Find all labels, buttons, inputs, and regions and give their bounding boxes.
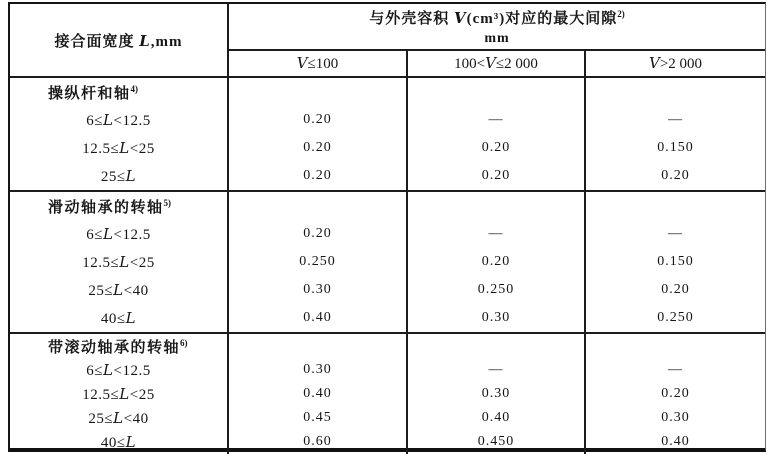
column-header-100-lt-v-le-2000: 100<V≤2 000 — [407, 50, 585, 77]
cell-value: 0.20 — [407, 134, 585, 162]
column-header-v-gt-2000: V>2 000 — [585, 50, 765, 77]
empty-cell — [585, 191, 765, 220]
cell-value: 0.20 — [228, 220, 407, 248]
row-label-range: 6≤L<12.5 — [86, 110, 151, 129]
row-label-range: 40≤L — [100, 308, 137, 327]
cell-value: — — [585, 106, 765, 134]
empty-cell — [407, 191, 585, 220]
row-label-range: 12.5≤L<25 — [82, 138, 155, 157]
cell-value: 0.20 — [228, 134, 407, 162]
cell-value: 0.40 — [407, 406, 585, 430]
empty-cell — [585, 333, 765, 358]
corner-header-unit: ,mm — [150, 33, 183, 50]
cell-value: — — [407, 220, 585, 248]
footnote-marker: 5) — [163, 197, 172, 208]
cell-value: 0.40 — [228, 304, 407, 333]
row-label-range: 6≤L<12.5 — [86, 224, 151, 243]
row-label-range: 12.5≤L<25 — [82, 252, 155, 271]
cell-value: 0.30 — [407, 304, 585, 333]
cell-value: 0.20 — [228, 162, 407, 191]
cell-value: 0.20 — [585, 276, 765, 304]
footnote-marker: 2) — [617, 9, 625, 19]
empty-cell — [228, 191, 407, 220]
row-label-range: 25≤L<40 — [88, 408, 149, 427]
section-title-plain-bearing-shafts: 滑动轴承的转轴$^{5)}$ — [10, 191, 228, 220]
empty-cell — [228, 333, 407, 358]
empty-cell — [228, 77, 407, 106]
cell-value: 0.250 — [407, 276, 585, 304]
row-label-range: 25≤L — [100, 166, 137, 185]
empty-cell — [407, 333, 585, 358]
column-header-v-le-100: V≤100 — [228, 50, 407, 77]
cell-value: 0.20 — [228, 106, 407, 134]
cell-value: 0.250 — [585, 304, 765, 333]
section-title-rolling-bearing-shafts: 带滚动轴承的转轴$^{6)}$ — [10, 333, 228, 358]
header-max-gap-title: 与外壳容积 V(cm³)对应的最大间隙$^{2)}$ — [369, 9, 625, 27]
cell-value: 0.150 — [585, 248, 765, 276]
row-label-range: 40≤L — [100, 432, 137, 451]
cell-value: 0.30 — [228, 276, 407, 304]
row-label-range: 25≤L<40 — [88, 280, 149, 299]
cell-value: 0.20 — [407, 162, 585, 191]
section-title-control-rods: 操纵杆和轴$^{4)}$ — [48, 83, 139, 102]
cell-value: 0.450 — [407, 430, 585, 454]
cell-value: 0.150 — [585, 134, 765, 162]
footnote-marker: 6) — [180, 337, 188, 348]
row-label-range: 12.5≤L<25 — [82, 384, 155, 403]
cell-value: — — [585, 358, 765, 382]
cell-value: 0.250 — [228, 248, 407, 276]
row-label-range: 6≤L<12.5 — [86, 360, 151, 379]
corner-header-joint-width — [10, 4, 228, 77]
cell-value: 0.40 — [228, 382, 407, 406]
cell-value: 0.60 — [228, 430, 407, 454]
cell-value: 0.20 — [585, 382, 765, 406]
empty-cell — [407, 77, 585, 106]
header-unit-mm: mm — [484, 31, 510, 46]
cell-value: 0.20 — [585, 162, 765, 191]
corner-header-variable: L — [139, 31, 151, 50]
cell-value: 0.30 — [228, 358, 407, 382]
cell-value: 0.45 — [228, 406, 407, 430]
cell-value: — — [585, 220, 765, 248]
cell-value: 0.30 — [585, 406, 765, 430]
corner-header-text: 接合面宽度 — [54, 33, 140, 50]
cell-value: 0.20 — [407, 248, 585, 276]
footnote-marker: 4) — [130, 83, 139, 94]
max-gap-table — [8, 2, 766, 452]
max-gap-table-grid — [10, 4, 765, 454]
cell-value: — — [407, 106, 585, 134]
cell-value: — — [407, 358, 585, 382]
header-max-gap — [228, 4, 765, 50]
cell-value: 0.40 — [585, 430, 765, 454]
cell-value: 0.30 — [407, 382, 585, 406]
empty-cell — [585, 77, 765, 106]
